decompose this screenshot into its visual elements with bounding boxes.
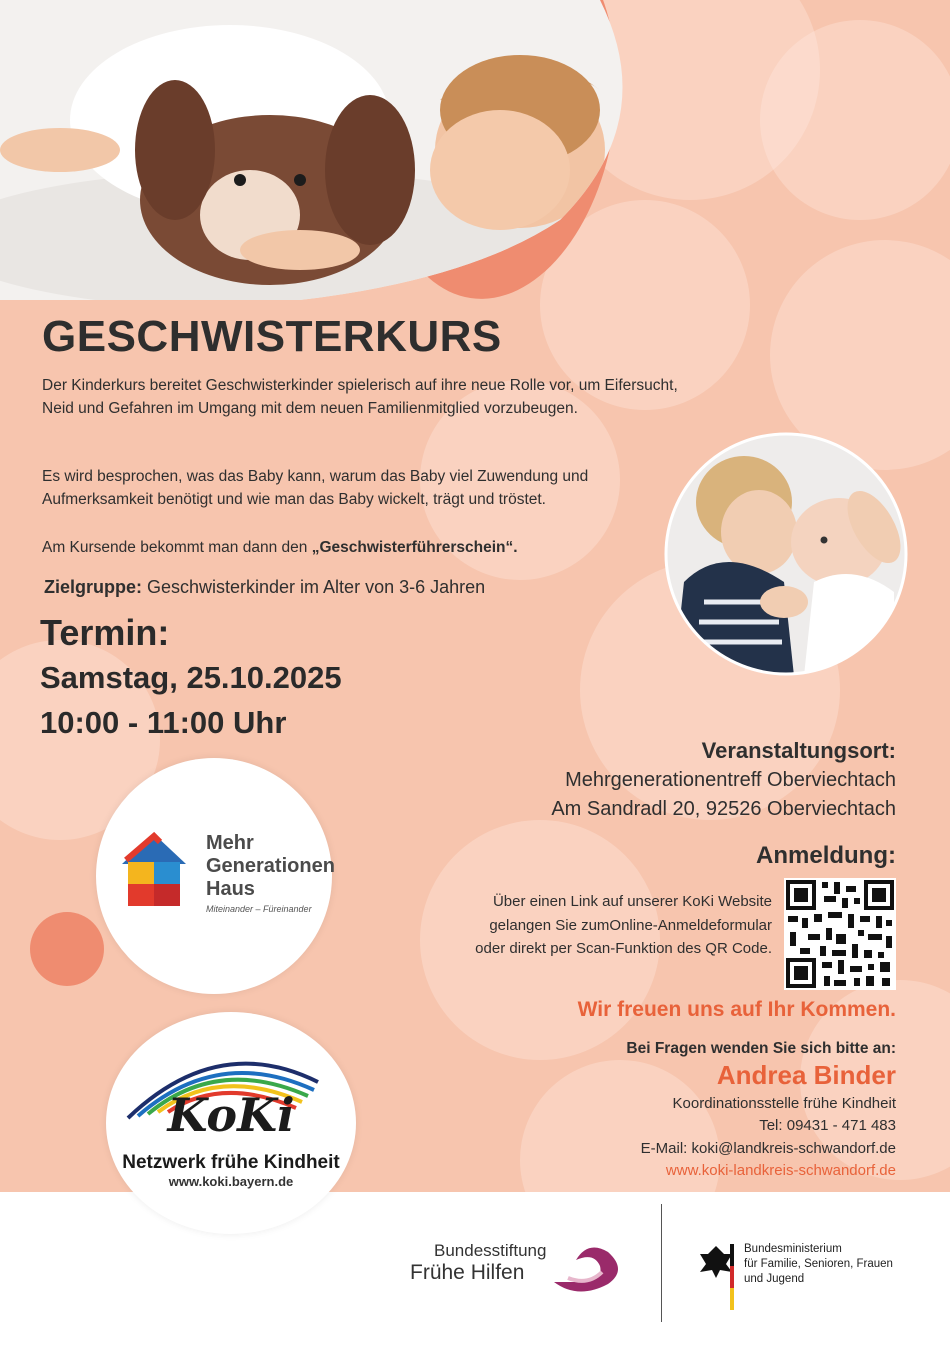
bsfh-line1: Bundesstiftung	[434, 1241, 547, 1260]
target-group	[44, 577, 485, 598]
mgh-line2: Generationen	[206, 855, 335, 877]
contact-name: Andrea Binder	[716, 1060, 896, 1090]
topics-text: Es wird besprochen, was das Baby kann, warum das Baby viel Zuwendung und Aufmerksamkeit benötigt und wie man das Baby wickelt, trägt und tröstet.	[42, 468, 589, 508]
bmfsfj-logo-text	[744, 1242, 893, 1287]
contact-intro: Bei Fragen wenden Sie sich bitte an:	[626, 1040, 896, 1057]
contact-office: Koordinationsstelle frühe Kindheit	[672, 1095, 896, 1112]
intro-text: Der Kinderkurs bereitet Geschwisterkinder spielerisch auf ihre neue Rolle vor, um Eifersucht, Neid und Gefahren im Umgang mit dem neuen Familienmitglied vorzubeugen.	[42, 377, 678, 417]
mgh-line3: Haus	[206, 878, 255, 900]
house-puzzle-icon	[118, 830, 190, 908]
venue-name: Mehrgenerationentreff Oberviechtach	[565, 769, 896, 791]
registration-line: oder direkt per Scan-Funktion des QR Code.	[475, 940, 772, 957]
page-title: GESCHWISTERKURS	[42, 312, 502, 361]
termin-time: 10:00 - 11:00 Uhr	[40, 705, 287, 740]
bsfh-swirl-icon	[548, 1242, 626, 1300]
target-group-value: Geschwisterkinder im Alter von 3-6 Jahren	[142, 577, 486, 597]
bmfsfj-line1: Bundesministerium	[744, 1243, 842, 1255]
mgh-logo-badge	[96, 758, 335, 994]
target-group-label: Zielgruppe:	[44, 577, 142, 597]
venue-address: Am Sandradl 20, 92526 Oberviechtach	[551, 798, 896, 820]
certificate-text	[42, 536, 682, 559]
welcome-message: Wir freuen uns auf Ihr Kommen.	[577, 998, 896, 1021]
accent-dot	[30, 912, 104, 986]
contact-email[interactable]: E-Mail: koki@landkreis-schwandorf.de	[640, 1140, 896, 1157]
termin-heading: Termin:	[40, 612, 170, 653]
bmfsfj-line2: für Familie, Senioren, Frauen	[744, 1258, 893, 1270]
termin-date: Samstag, 25.10.2025	[40, 660, 342, 695]
bsfh-logo-text	[410, 1240, 546, 1284]
registration-line: gelangen Sie zumOnline-Anmeldeformular	[489, 916, 772, 934]
certificate-name: „Geschwisterführerschein“.	[311, 539, 518, 556]
mgh-logo-text	[206, 832, 335, 901]
registration-line: Über einen Link auf unserer KoKi Website	[492, 893, 772, 910]
footer	[0, 1192, 950, 1345]
contact-phone[interactable]: Tel: 09431 - 471 483	[759, 1117, 896, 1134]
koki-url: www.koki.bayern.de	[168, 1174, 294, 1189]
certificate-prefix: Am Kursende bekommt man dann den	[42, 539, 312, 556]
registration-qr-code[interactable]	[784, 878, 896, 990]
mgh-tagline: Miteinander – Füreinander	[206, 904, 312, 914]
bmfsfj-line3: und Jugend	[744, 1273, 805, 1285]
contact-website-link[interactable]: www.koki-landkreis-schwandorf.de	[665, 1162, 896, 1179]
bsfh-line2: Frühe Hilfen	[410, 1261, 525, 1284]
koki-logo-name: KoKi	[167, 1088, 295, 1142]
venue-heading: Veranstaltungsort:	[701, 738, 896, 763]
bubble-decoration	[760, 20, 950, 220]
registration-text	[412, 890, 772, 961]
federal-eagle-icon	[696, 1242, 736, 1314]
koki-logo-badge	[106, 1012, 356, 1234]
footer-divider	[661, 1204, 662, 1322]
koki-subtitle: Netzwerk frühe Kindheit	[122, 1152, 340, 1173]
registration-heading: Anmeldung:	[756, 842, 896, 869]
sleeping-child-photo	[0, 0, 640, 305]
mgh-line1: Mehr	[206, 832, 254, 854]
siblings-photo	[664, 432, 908, 676]
